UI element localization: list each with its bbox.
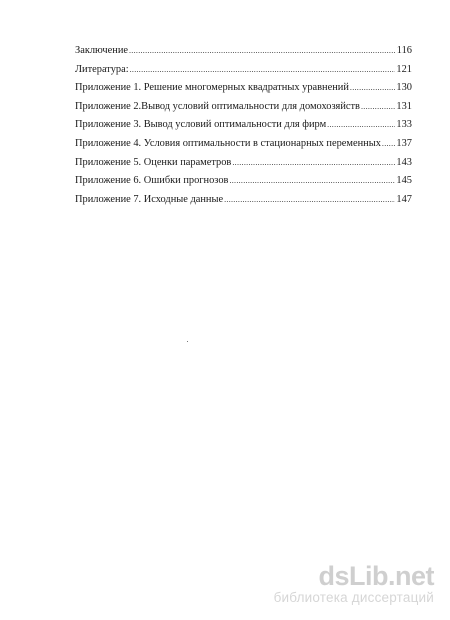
toc-dot-leader	[232, 154, 395, 173]
watermark-logo: dsLib.net	[318, 561, 434, 591]
toc-entry-title: Приложение 1. Решение многомерных квадратных уравнений	[75, 82, 349, 94]
toc-dot-leader	[382, 135, 396, 154]
toc-entry-page: 145	[396, 175, 412, 187]
toc-entry-title: Приложение 2.Вывод условий оптимальности для домохозяйств	[75, 100, 360, 112]
toc-entry	[75, 135, 412, 154]
toc-entry	[75, 42, 412, 61]
toc-entry-page: 121	[396, 63, 412, 75]
toc-entry-title: Заключение	[75, 45, 128, 56]
toc-entry-page: 133	[396, 119, 412, 131]
watermark	[274, 562, 434, 606]
toc-entry-title: Приложение 4. Условия оптимальности в стационарных переменных	[75, 137, 381, 149]
toc-dot-leader	[361, 98, 395, 117]
toc-dot-leader	[327, 116, 395, 135]
toc-entry	[75, 172, 412, 191]
toc-dot-leader	[130, 61, 396, 80]
scan-speck	[187, 341, 188, 342]
toc-entry	[75, 154, 412, 173]
toc-entry-page: 143	[396, 156, 412, 168]
toc-entry-page: 137	[396, 137, 412, 149]
toc-entry-title: Приложение 3. Вывод условий оптимальности для фирм	[75, 119, 327, 131]
toc-entry	[75, 79, 412, 98]
toc-entry-page: 130	[396, 82, 412, 94]
toc-entry	[75, 116, 412, 135]
toc-dot-leader	[224, 191, 395, 210]
toc-entry	[75, 98, 412, 117]
toc-entry-title: Приложение 6. Ошибки прогнозов	[75, 175, 229, 187]
table-of-contents	[75, 42, 412, 209]
toc-dot-leader	[129, 42, 396, 61]
toc-entry-page: 116	[396, 45, 412, 56]
toc-entry-title: Приложение 7. Исходные данные	[75, 193, 224, 205]
toc-dot-leader	[229, 172, 395, 191]
toc-entry-page: 147	[396, 193, 412, 205]
toc-entry	[75, 61, 412, 80]
toc-entry-title: Приложение 5. Оценки параметров	[75, 156, 232, 168]
toc-dot-leader	[350, 79, 396, 98]
toc-entry-page: 131	[396, 100, 412, 112]
toc-entry-title: Литература:	[75, 63, 129, 75]
toc-entry	[75, 191, 412, 210]
watermark-tagline: библиотека диссертаций	[273, 590, 434, 605]
